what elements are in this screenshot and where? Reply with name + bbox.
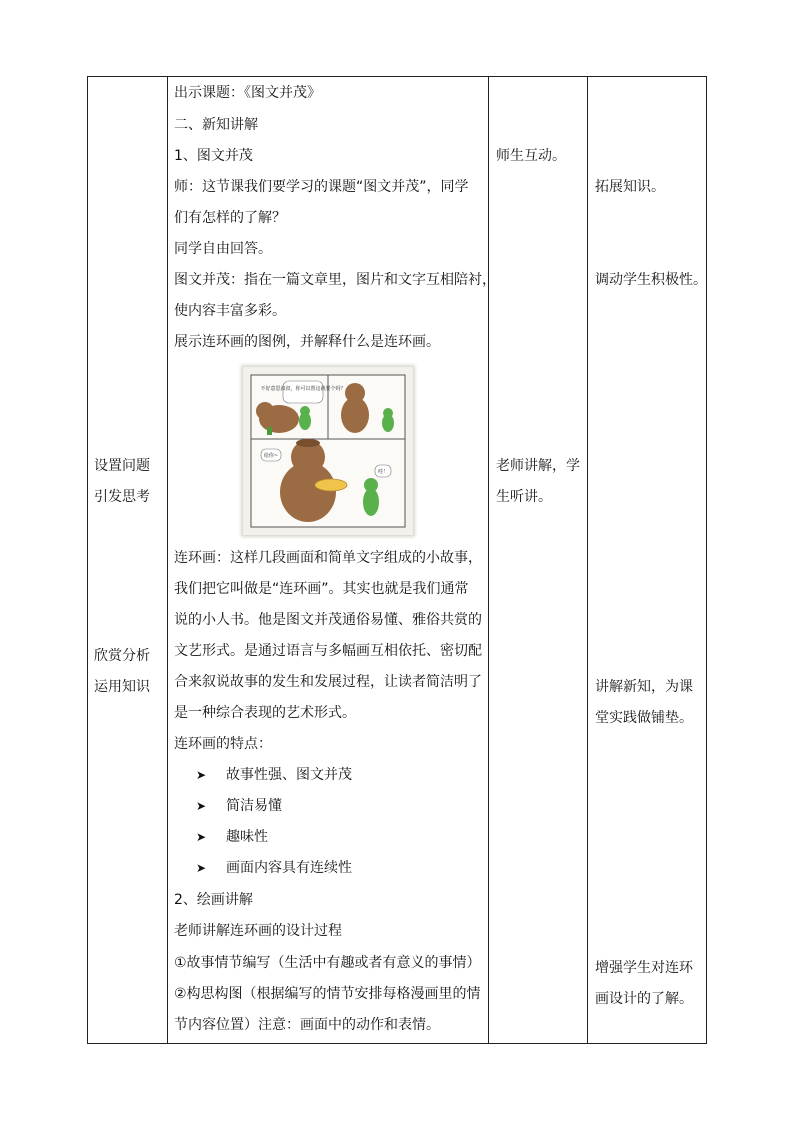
content-line: 使内容丰富多彩。 bbox=[174, 303, 286, 319]
arrow-bullet-icon: ➤ bbox=[196, 799, 207, 813]
svg-text:给你~ bbox=[264, 452, 278, 459]
content-line: 老师讲解连环画的设计过程 bbox=[174, 923, 342, 939]
activity-text: 老师讲解，学 bbox=[496, 458, 580, 474]
content-line: 1、图文并茂 bbox=[174, 148, 253, 164]
bullet-text: 画面内容具有连续性 bbox=[226, 860, 352, 876]
stage-label: 引发思考 bbox=[94, 489, 150, 505]
content-line: 我们把它叫做是“连环画”。其实也就是我们通常 bbox=[174, 581, 469, 597]
content-line: ①故事情节编写（生活中有趣或者有意义的事情） bbox=[174, 955, 481, 971]
purpose-text: 拓展知识。 bbox=[595, 179, 665, 195]
comic-strip-image bbox=[243, 367, 413, 535]
column-divider bbox=[587, 77, 588, 1043]
content-line: 节内容位置）注意：画面中的动作和表情。 bbox=[174, 1017, 440, 1033]
comic-drawing bbox=[243, 367, 413, 535]
column-divider bbox=[167, 77, 168, 1043]
content-line: 出示课题：《图文并茂》 bbox=[174, 85, 321, 101]
lesson-plan-table bbox=[87, 76, 707, 1044]
content-line: 2、绘画讲解 bbox=[174, 892, 253, 908]
svg-text:不好意思叔叔，你可以帮这就要个吗？ bbox=[260, 385, 345, 392]
feature-bullet bbox=[196, 853, 352, 884]
purpose-text: 堂实践做铺垫。 bbox=[595, 710, 693, 726]
feature-bullet bbox=[196, 760, 352, 791]
content-line: 连环画的特点： bbox=[174, 736, 272, 752]
comic-bubble-text: 不好意思叔叔，你可以帮这就要个吗？ bbox=[260, 386, 346, 392]
stage-label: 欣赏分析 bbox=[94, 648, 150, 664]
content-line: 合来叙说故事的发生和发展过程，让读者简洁明了 bbox=[174, 674, 482, 690]
bullet-text: 趣味性 bbox=[226, 829, 268, 845]
arrow-bullet-icon: ➤ bbox=[196, 861, 207, 875]
purpose-text: 调动学生积极性。 bbox=[595, 272, 707, 288]
svg-text:哇！ bbox=[378, 468, 388, 475]
purpose-text: 增强学生对连环 bbox=[595, 960, 693, 976]
arrow-bullet-icon: ➤ bbox=[196, 830, 207, 844]
feature-bullet bbox=[196, 822, 268, 853]
content-line: 连环画：这样几段画面和简单文字组成的小故事， bbox=[174, 550, 482, 566]
content-line: 同学自由回答。 bbox=[174, 241, 272, 257]
stage-label: 设置问题 bbox=[94, 458, 150, 474]
purpose-text: 讲解新知，为课 bbox=[595, 679, 693, 695]
feature-bullet bbox=[196, 791, 282, 822]
column-divider bbox=[488, 77, 489, 1043]
activity-text: 生听讲。 bbox=[496, 489, 552, 505]
content-line: 图文并茂：指在一篇文章里，图片和文字互相陪衬， bbox=[174, 272, 496, 288]
content-line: 二、新知讲解 bbox=[174, 117, 258, 133]
content-line: 们有怎样的了解？ bbox=[174, 210, 286, 226]
comic-bubble-text: 哇！ bbox=[377, 469, 389, 475]
comic-bubble-text: 给你~ bbox=[263, 453, 279, 459]
purpose-text: 画设计的了解。 bbox=[595, 991, 693, 1007]
arrow-bullet-icon: ➤ bbox=[196, 768, 207, 782]
content-line: 文艺形式。是通过语言与多幅画互相依托、密切配 bbox=[174, 643, 482, 659]
content-line: 是一种综合表现的艺术形式。 bbox=[174, 705, 356, 721]
content-line: ②构思构图（根据编写的情节安排每格漫画里的情 bbox=[174, 986, 481, 1002]
content-line: 展示连环画的图例，并解释什么是连环画。 bbox=[174, 334, 440, 350]
content-line: 说的小人书。他是图文并茂通俗易懂、雅俗共赏的 bbox=[174, 612, 482, 628]
activity-text: 师生互动。 bbox=[496, 148, 566, 164]
bullet-text: 故事性强、图文并茂 bbox=[226, 767, 352, 783]
content-line: 师：这节课我们要学习的课题“图文并茂”，同学 bbox=[174, 179, 469, 195]
stage-label: 运用知识 bbox=[94, 679, 150, 695]
bullet-text: 简洁易懂 bbox=[226, 798, 282, 814]
